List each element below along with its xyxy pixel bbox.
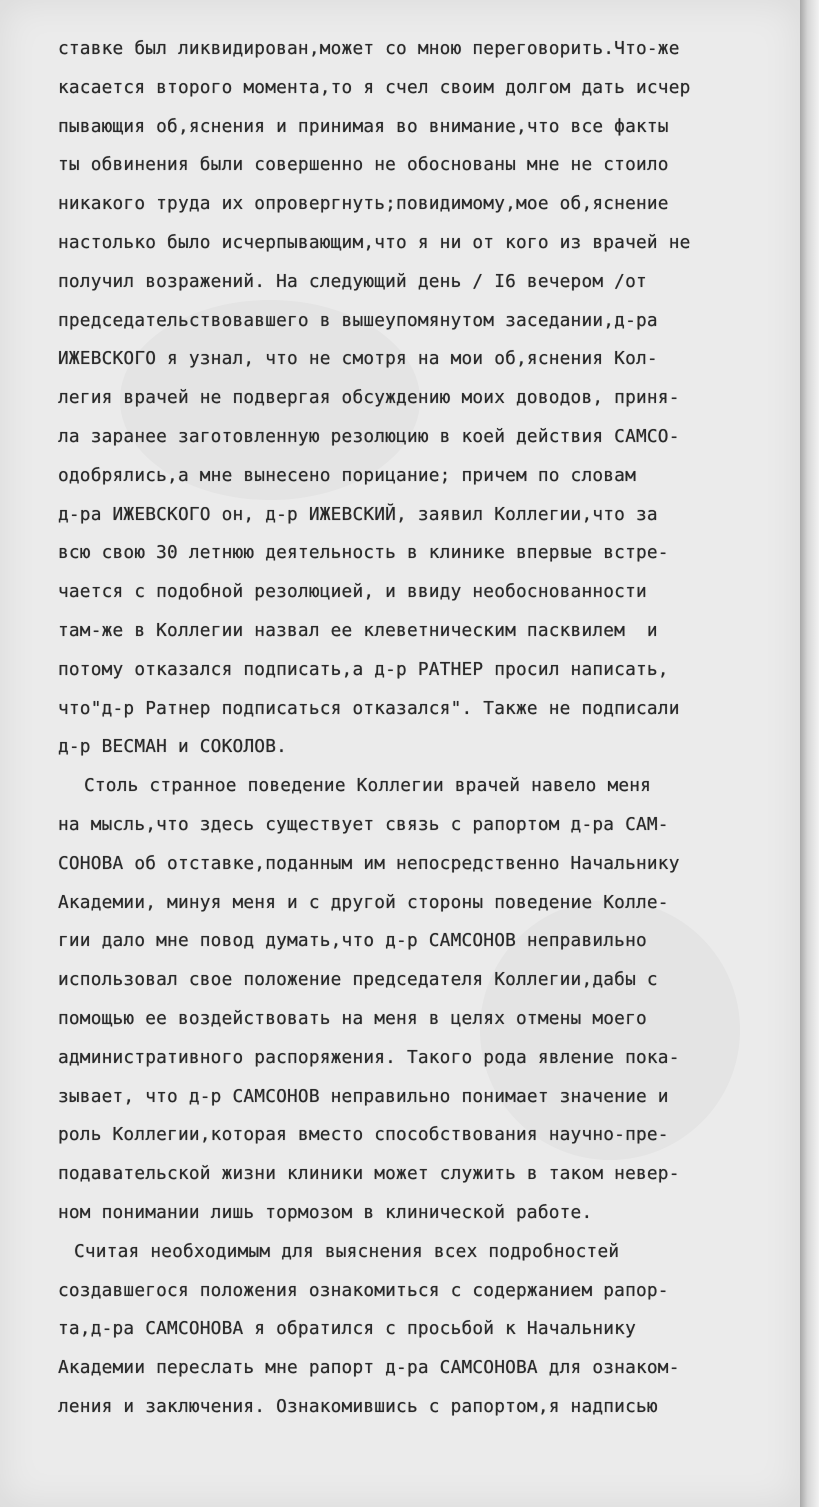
text-line: одобрялись,а мне вынесено порицание; причем по словам (58, 464, 636, 486)
text-line: чается с подобной резолюцией, и ввиду необоснованности (58, 581, 647, 603)
page-edge (800, 0, 819, 1507)
text-line: д-ра ИЖЕВСКОГО он, д-р ИЖЕВСКИЙ, заявил Коллегии,что за (58, 503, 658, 525)
text-line: ла заранее заготовленную резолюцию в коей действия САМСО- (58, 425, 680, 447)
text-line: потому отказался подписать,а д-р РАТНЕР просил написать, (58, 658, 669, 680)
text-line: настолько было исчерпывающим,что я ни от кого из врачей не (58, 231, 691, 253)
text-line: помощью ее воздействовать на меня в целях отмены моего (58, 1007, 647, 1029)
text-line: касается второго момента,то я счел своим долгом дать исчер (58, 76, 691, 98)
text-line: подавательской жизни клиники может служить в таком невер- (58, 1163, 680, 1185)
text-line: СОНОВА об отставке,поданным им непосредственно Начальнику (58, 852, 680, 874)
text-line: ления и заключения. Ознакомившись с рапортом,я надписью (58, 1395, 658, 1417)
text-line: создавшегося положения ознакомиться с содержанием рапор- (58, 1279, 669, 1301)
text-line: никакого труда их опровергнуть;повидимому,мое об,яснение (58, 193, 669, 215)
text-line: Академии, минуя меня и с другой стороны поведение Колле- (58, 891, 669, 913)
text-line: председательствовавшего в вышеупомянутом заседании,д-ра (58, 309, 658, 331)
text-line: гии дало мне повод думать,что д-р САМСОНОВ неправильно (58, 930, 647, 952)
text-line: Академии переслать мне рапорт д-ра САМСОНОВА для ознаком- (58, 1357, 680, 1379)
typewritten-text (58, 30, 798, 1427)
text-line: та,д-ра САМСОНОВА я обратился с просьбой к Начальнику (58, 1318, 636, 1340)
text-line: что"д-р Ратнер подписаться отказался". Также не подписали (58, 697, 680, 719)
text-line: всю свою 30 летнюю деятельность в клинике впервые встре- (58, 542, 669, 564)
text-line: легия врачей не подвергая обсуждению моих доводов, приня- (58, 387, 680, 409)
text-line: ном понимании лишь тормозом в клинической работе. (58, 1201, 593, 1223)
text-line: ИЖЕВСКОГО я узнал, что не смотря на мои об,яснения Кол- (58, 348, 658, 370)
text-line: там-же в Коллегии назвал ее клеветническим пасквилем и (58, 619, 658, 641)
text-line: ставке был ликвидирован,может со мною переговорить.Что-же (58, 38, 680, 59)
text-line: пывающия об,яснения и принимая во внимание,что все факты (58, 115, 669, 137)
text-line: административного распоряжения. Такого рода явление пока- (58, 1046, 680, 1068)
text-line: Считая необходимым для выяснения всех подробностей (74, 1240, 620, 1262)
text-line: ты обвинения были совершенно не обоснованы мне не стоило (58, 154, 669, 176)
text-line: на мысль,что здесь существует связь с рапортом д-ра САМ- (58, 813, 669, 835)
text-line: Столь странное поведение Коллегии врачей навело меня (84, 775, 652, 797)
text-line: роль Коллегии,которая вместо способствования научно-пре- (58, 1124, 669, 1146)
text-line: получил возражений. На следующий день / I6 вечером /от (58, 270, 647, 292)
text-line: д-р ВЕСМАН и СОКОЛОВ. (58, 736, 288, 758)
text-line: использовал свое положение председателя Коллегии,дабы с (58, 969, 658, 991)
text-line: зывает, что д-р САМСОНОВ неправильно понимает значение и (58, 1085, 669, 1107)
